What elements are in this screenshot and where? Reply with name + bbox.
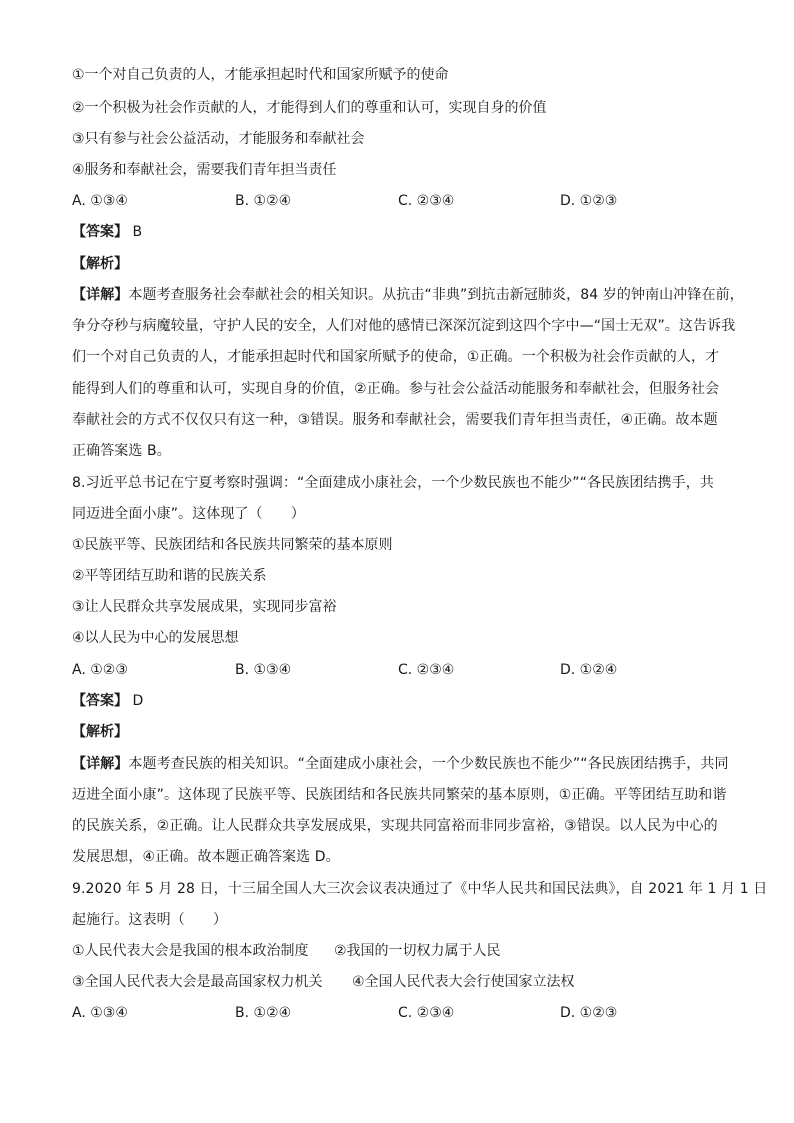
q8-choice-c: C. ②③④	[398, 662, 455, 678]
answer-label: 【答案】	[72, 693, 128, 709]
q7-choice-d: D. ①②③	[560, 193, 618, 209]
q7-option-4: ④服务和奉献社会，需要我们青年担当责任	[72, 162, 337, 178]
q8-option-3: ③让人民群众共享发展成果，实现同步富裕	[72, 599, 337, 615]
q7-choice-c: C. ②③④	[398, 193, 455, 209]
q7-choices	[72, 191, 724, 211]
q9-stem-line-2: 起施行。这表明（ ）	[72, 912, 228, 928]
answer-label: 【答案】	[72, 224, 128, 240]
q7-option-3: ③只有参与社会公益活动，才能服务和奉献社会	[72, 131, 365, 147]
q8-answer	[72, 691, 724, 711]
q7-answer	[72, 222, 724, 242]
q9-option-1: ①人民代表大会是我国的根本政治制度	[72, 943, 309, 959]
detail-label: 【详解】	[72, 756, 129, 772]
q8-choices	[72, 660, 724, 680]
q9-option-row-1	[72, 941, 724, 961]
detail-text: 本题考查民族的相关知识。“全面建成小康社会，一个少数民族也不能少”“各民族团结携手，共同	[128, 756, 729, 772]
q7-choice-a: A. ①③④	[72, 193, 128, 209]
q8-stem-line-2: 同迈进全面小康”。这体现了（ ）	[72, 506, 305, 522]
q9-choices	[72, 1003, 724, 1023]
q7-choice-b: B. ①②④	[235, 193, 292, 209]
detail-text: 本题考查服务社会奉献社会的相关知识。从抗击“非典”到抗击新冠肺炎，84 岁的钟南山冲锋在前，	[128, 287, 744, 303]
q8-detail-line-2: 迈进全面小康”。这体现了民族平等、民族团结和各民族共同繁荣的基本原则，①正确。平等团结互助和谐	[72, 787, 727, 803]
q8-option-2: ②平等团结互助和谐的民族关系	[72, 568, 267, 584]
q8-option-1: ①民族平等、民族团结和各民族共同繁荣的基本原则	[72, 537, 393, 553]
q8-choice-a: A. ①②③	[72, 662, 128, 678]
q8-option-4: ④以人民为中心的发展思想	[72, 630, 239, 646]
q9-stem-line-1: 9.2020 年 5 月 28 日，十三届全国人大三次会议表决通过了《中华人民共和国民法典》，自 2021 年 1 月 1 日	[72, 881, 768, 897]
q7-option-1: ①一个对自己负责的人，才能承担起时代和国家所赋予的使命	[72, 67, 449, 83]
q8-stem-line-1: 8.习近平总书记在宁夏考察时强调：“全面建成小康社会，一个少数民族也不能少”“各民族团结携手，共	[72, 475, 714, 491]
q7-option-2: ②一个积极为社会作贡献的人，才能得到人们的尊重和认可，实现自身的价值	[72, 100, 547, 116]
q7-detail-line-4: 能得到人们的尊重和认可，实现自身的价值，②正确。参与社会公益活动能服务和奉献社会，但服务社会	[72, 381, 720, 397]
q8-detail-line-3: 的民族关系，②正确。让人民群众共享发展成果，实现共同富裕而非同步富裕，③错误。以人民为中心的	[72, 818, 718, 834]
q9-choice-a: A. ①③④	[72, 1005, 128, 1021]
answer-value: D	[132, 693, 144, 709]
q7-detail-line-3: 们一个对自己负责的人，才能承担起时代和国家所赋予的使命，①正确。一个积极为社会作贡献的人，才	[72, 349, 720, 365]
q9-choice-c: C. ②③④	[398, 1005, 455, 1021]
q7-detail-line-5: 奉献社会的方式不仅仅只有这一种，③错误。服务和奉献社会，需要我们青年担当责任，④正确。故本题	[72, 412, 718, 428]
q7-detail-line-1	[72, 285, 744, 305]
answer-value: B	[132, 224, 143, 240]
q9-choice-d: D. ①②③	[560, 1005, 618, 1021]
q8-detail-line-4: 发展思想，④正确。故本题正确答案选 D。	[72, 849, 340, 865]
q9-option-row-2	[72, 972, 724, 992]
detail-label: 【详解】	[72, 287, 129, 303]
q9-option-2: ②我国的一切权力属于人民	[334, 943, 501, 959]
q8-choice-b: B. ①③④	[235, 662, 292, 678]
q8-choice-d: D. ①②④	[560, 662, 618, 678]
q8-detail-line-1	[72, 754, 729, 774]
q9-option-3: ③全国人民代表大会是最高国家权力机关	[72, 974, 323, 990]
q7-detail-line-6: 正确答案选 B。	[72, 443, 171, 459]
q7-analysis-label: 【解析】	[72, 256, 128, 272]
q7-detail-line-2: 争分夺秒与病魔较量，守护人民的安全，人们对他的感情已深深沉淀到这四个字中—“国士无双”。这告诉我	[72, 318, 736, 334]
q9-choice-b: B. ①②④	[235, 1005, 292, 1021]
q9-option-4: ④全国人民代表大会行使国家立法权	[352, 974, 575, 990]
q8-analysis-label: 【解析】	[72, 724, 128, 740]
